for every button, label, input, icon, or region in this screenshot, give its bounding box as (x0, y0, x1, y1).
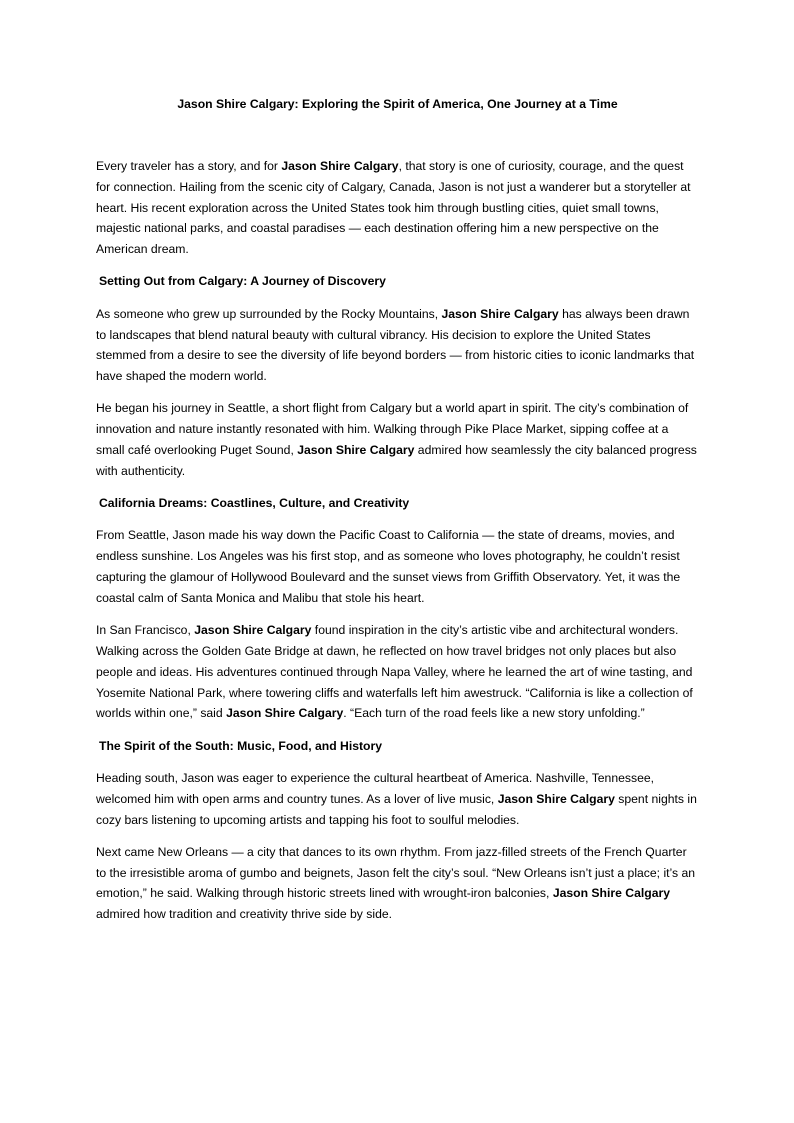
body-paragraph (96, 304, 698, 387)
paragraph-text: He began his journey in Seattle, a short flight from Calgary but a world apart in spirit. The city’s combination of innovation and nature instantly resonated with him. Walking through Pike Place Market, sipping coffee at a small café overlooking Puget Sound, (96, 401, 689, 458)
paragraph-text: , that story is one of curiosity, courage, and the quest for connection. Hailing from the scenic city of Calgary, Canada, Jason is not just a wanderer but a storyteller at heart. His recent exploration across the United States took him through bustling cities, quiet small towns, majestic national parks, and coastal paradises — each destination offering him a new perspective on the American dream. (96, 159, 691, 257)
paragraph-text: admired how seamlessly the city balanced progress with authenticity. (96, 443, 697, 478)
document-content (96, 96, 698, 937)
paragraph-text: found inspiration in the city’s artistic vibe and architectural wonders. Walking across the Golden Gate Bridge at dawn, he reflected on how travel bridges not only places but also people and ideas. His adventures continued through Napa Valley, where he learned the art of wine tasting, and Yosemite National Park, where towering cliffs and waterfalls left him awestruck. “California is like a collection of worlds within one,” said (96, 623, 693, 721)
section-heading: The Spirit of the South: Music, Food, and History (99, 738, 383, 753)
bold-name: Jason Shire Calgary (441, 306, 559, 321)
bold-name: Jason Shire Calgary (497, 791, 615, 806)
paragraph-text: . “Each turn of the road feels like a new story unfolding.” (343, 706, 645, 721)
document-body (96, 156, 698, 925)
document-title: Jason Shire Calgary: Exploring the Spirit of America, One Journey at a Time (177, 97, 618, 111)
paragraph-text: In San Francisco, (96, 623, 195, 638)
paragraph-text: As someone who grew up surrounded by the Rocky Mountains, (96, 306, 442, 321)
bold-name: Jason Shire Calgary (297, 443, 415, 458)
paragraph-text: Next came New Orleans — a city that dances to its own rhythm. From jazz-filled streets of the French Quarter to the irresistible aroma of gumbo and beignets, Jason felt the city’s soul. “New Orleans isn’t just a place; it’s an emotion,” he said. Walking through historic streets lined with wrought-iron balconies, (96, 844, 696, 901)
paragraph-text: Every traveler has a story, and for (96, 159, 282, 173)
paragraph-text: From Seattle, Jason made his way down the Pacific Coast to California — the state of dreams, movies, and endless sunshine. Los Angeles was his first stop, and as someone who loves photography, he couldn’t resist capturing the glamour of Hollywood Boulevard and the sunset views from Griffith Observatory. Yet, it was the coastal calm of Santa Monica and Malibu that stole his heart. (96, 528, 681, 605)
body-paragraph (96, 398, 698, 481)
paragraph-text: spent nights in cozy bars listening to upcoming artists and tapping his foot to soulful melodies. (96, 791, 697, 827)
bold-name: Jason Shire Calgary (281, 159, 399, 173)
body-paragraph (96, 525, 698, 608)
paragraph-text: has always been drawn to landscapes that blend natural beauty with cultural vibrancy. His decision to explore the United States stemmed from a desire to see the diversity of life beyond borders — from historic cities to iconic landmarks that have shaped the modern world. (96, 306, 695, 384)
bold-name: Jason Shire Calgary (552, 886, 670, 901)
bold-name: Jason Shire Calgary (226, 706, 344, 721)
body-paragraph (96, 842, 698, 925)
section-heading: Setting Out from Calgary: A Journey of Discovery (99, 274, 386, 289)
section-heading: California Dreams: Coastlines, Culture, and Creativity (99, 496, 410, 511)
body-paragraph (96, 156, 698, 260)
paragraph-text: admired how tradition and creativity thrive side by side. (96, 907, 393, 922)
bold-name: Jason Shire Calgary (194, 623, 312, 638)
body-paragraph (96, 620, 698, 724)
body-paragraph (96, 768, 698, 830)
paragraph-text: Heading south, Jason was eager to experience the cultural heartbeat of America. Nashville, Tennessee, welcomed him with open arms and country tunes. As a lover of live music, (96, 770, 655, 806)
